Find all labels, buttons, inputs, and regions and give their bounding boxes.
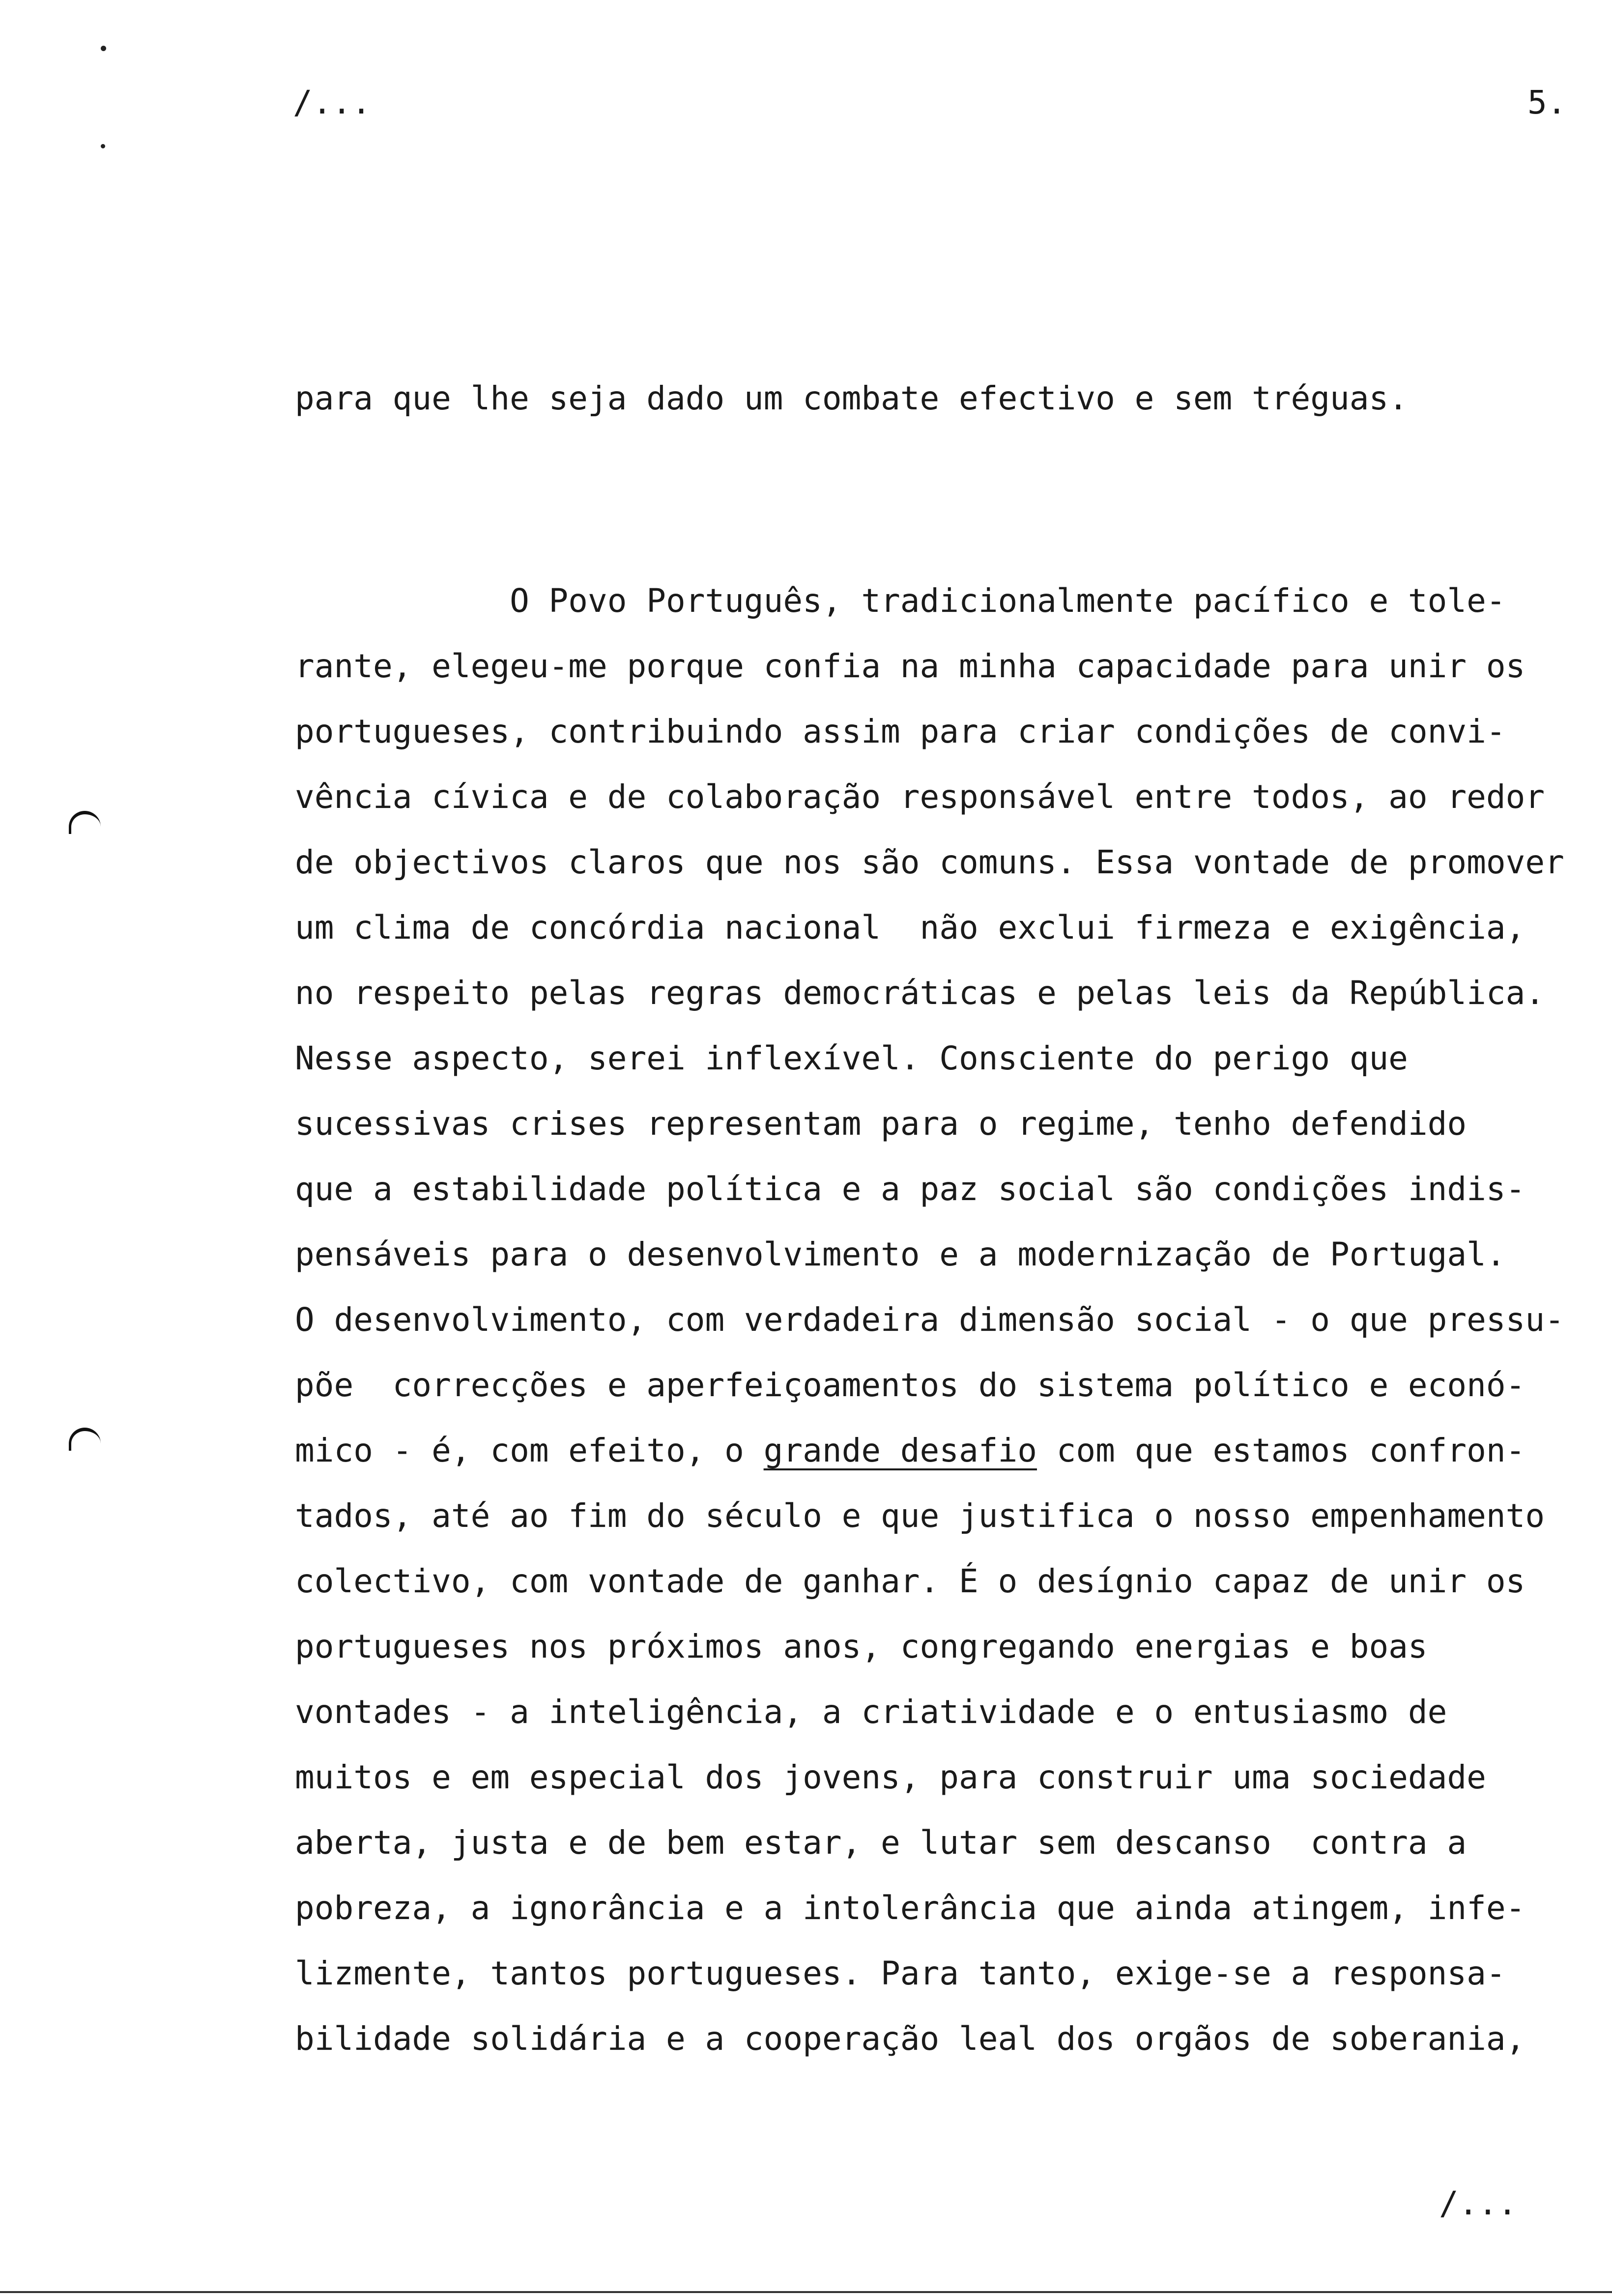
- body-line: O Povo Português, tradicionalmente pacífico e tole-: [295, 582, 1506, 620]
- body-line: vontades - a inteligência, a criatividade e o entusiasmo de: [295, 1693, 1447, 1731]
- body-line: O desenvolvimento, com verdadeira dimensão social - o que pressu-: [295, 1301, 1564, 1339]
- body-line: portugueses nos próximos anos, congregando energias e boas: [295, 1628, 1428, 1665]
- body-line: sucessivas crises representam para o regime, tenho defendido: [295, 1105, 1467, 1143]
- header-continuation-mark: /...: [293, 84, 371, 121]
- body-line: pobreza, a ignorância e a intolerância que ainda atingem, infe-: [295, 1889, 1526, 1927]
- footer-continuation-mark: /...: [1439, 2184, 1517, 2222]
- body-line: põe correcções e aperfeiçoamentos do sistema político e econó-: [295, 1366, 1526, 1404]
- body-line: rante, elegeu-me porque confia na minha capacidade para unir os: [295, 647, 1526, 685]
- scan-speck: [101, 46, 106, 51]
- body-line-with-emphasis: [295, 1432, 1526, 1469]
- body-line: no respeito pelas regras democráticas e pelas leis da República.: [295, 974, 1545, 1012]
- underlined-phrase: grande desafio: [763, 1432, 1037, 1469]
- punch-hole-mark: [69, 811, 101, 834]
- body-line: lizmente, tantos portugueses. Para tanto, exige-se a responsa-: [295, 1954, 1506, 1992]
- punch-hole-mark: [69, 1428, 101, 1451]
- scan-speck: [101, 144, 105, 148]
- line-text: com que estamos confron-: [1036, 1432, 1526, 1469]
- body-line: de objectivos claros que nos são comuns. Essa vontade de promover: [295, 843, 1564, 881]
- body-line: que a estabilidade política e a paz social são condições indis-: [295, 1170, 1526, 1208]
- body-line: Nesse aspecto, serei inflexível. Consciente do perigo que: [295, 1039, 1408, 1077]
- line-text: mico - é, com efeito, o: [295, 1432, 764, 1469]
- page-bottom-edge: [0, 2291, 1612, 2293]
- body-line: muitos e em especial dos jovens, para construir uma sociedade: [295, 1758, 1486, 1796]
- body-line: portugueses, contribuindo assim para criar condições de convi-: [295, 713, 1506, 750]
- body-line: vência cívica e de colaboração responsável entre todos, ao redor: [295, 778, 1545, 816]
- body-line: um clima de concórdia nacional não exclui firmeza e exigência,: [295, 909, 1526, 947]
- body-line: colectivo, com vontade de ganhar. É o desígnio capaz de unir os: [295, 1562, 1526, 1600]
- body-line: para que lhe seja dado um combate efectivo e sem tréguas.: [295, 379, 1408, 417]
- body-line: bilidade solidária e a cooperação leal dos orgãos de soberania,: [295, 2020, 1526, 2058]
- body-line: aberta, justa e de bem estar, e lutar sem descanso contra a: [295, 1824, 1467, 1862]
- body-line: tados, até ao fim do século e que justifica o nosso empenhamento: [295, 1497, 1545, 1535]
- page-number: 5.: [1527, 84, 1567, 121]
- body-line: pensáveis para o desenvolvimento e a modernização de Portugal.: [295, 1235, 1506, 1273]
